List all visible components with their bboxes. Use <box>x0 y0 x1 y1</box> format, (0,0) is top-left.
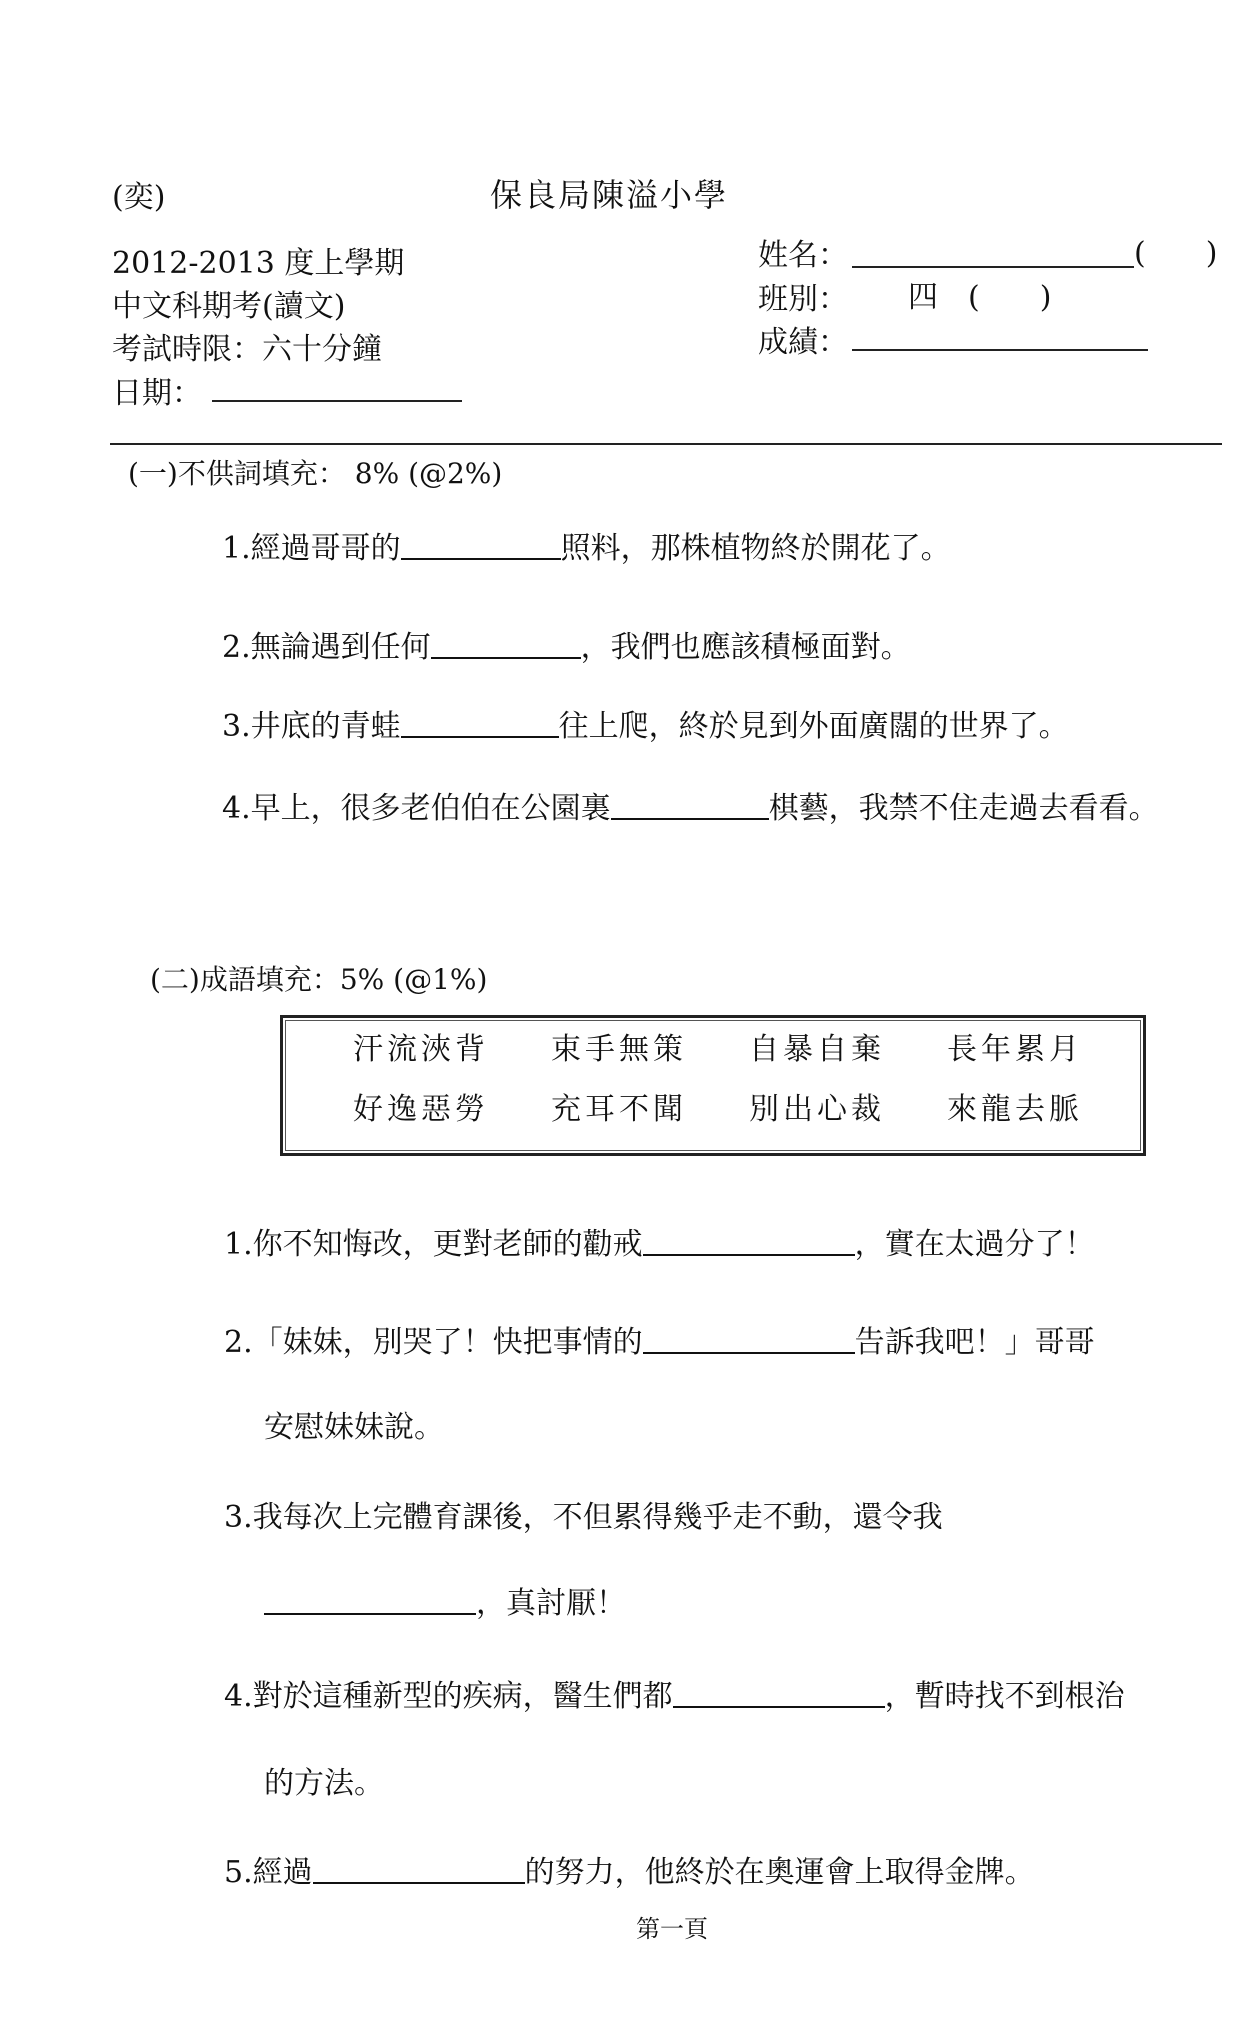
name-label: 姓名： <box>758 238 848 273</box>
s2-question-2-cont: 安慰妹妹說。 <box>264 1410 444 1445</box>
s1-question-1: 1.經過哥哥的 照料，那株植物終於開花了。 <box>222 528 951 569</box>
idiom-option: 汗流浹背 <box>353 1032 489 1067</box>
answer-blank[interactable] <box>313 1852 525 1884</box>
s2-question-1: 1.你不知悔改，更對老師的勸戒 ，實在太過分了！ <box>224 1224 1095 1265</box>
s2-question-4: 4.對於這種新型的疾病，醫生們都 ，暫時找不到根治 <box>224 1676 1125 1717</box>
answer-blank[interactable] <box>611 788 769 820</box>
s1-question-4: 4.早上，很多老伯伯在公園裏 棋藝，我禁不住走過去看看。 <box>222 788 1159 829</box>
class-value[interactable]: 四 ( ) <box>908 280 1052 315</box>
answer-blank[interactable] <box>643 1322 855 1354</box>
idiom-option: 束手無策 <box>551 1032 687 1067</box>
s2-question-3-cont: ，真討厭！ <box>264 1583 626 1624</box>
s2-question-3: 3.我每次上完體育課後，不但累得幾乎走不動，還令我 <box>224 1500 943 1535</box>
school-name: 保良局陳溢小學 <box>490 176 729 214</box>
answer-blank[interactable] <box>643 1224 855 1256</box>
score-label: 成績： <box>758 325 848 360</box>
s1-question-3: 3.井底的青蛙 往上爬，終於見到外面廣闊的世界了。 <box>222 706 1069 747</box>
s2-question-4-cont: 的方法。 <box>264 1766 384 1801</box>
exam-tag: (奕) <box>112 180 166 215</box>
answer-blank[interactable] <box>264 1583 476 1615</box>
answer-blank[interactable] <box>401 706 559 738</box>
idiom-option: 自暴自棄 <box>749 1032 885 1067</box>
idiom-option: 來龍去脈 <box>947 1092 1083 1127</box>
idiom-option: 好逸惡勞 <box>353 1092 489 1127</box>
time-limit-label: 考試時限：六十分鐘 <box>112 332 382 367</box>
idiom-option: 別出心裁 <box>749 1092 885 1127</box>
idiom-option: 長年累月 <box>947 1032 1083 1067</box>
class-number-field[interactable]: ( ) <box>1134 236 1218 271</box>
section2-title: (二)成語填充：5% (@1%) <box>150 963 488 996</box>
idiom-word-bank <box>280 1015 1146 1156</box>
score-blank[interactable] <box>852 349 1148 351</box>
answer-blank[interactable] <box>431 627 581 659</box>
class-label: 班別： <box>758 282 848 317</box>
s1-question-2: 2.無論遇到任何 ，我們也應該積極面對。 <box>222 627 911 668</box>
answer-blank[interactable] <box>401 528 561 560</box>
answer-blank[interactable] <box>673 1676 885 1708</box>
section1-title: (一)不供詞填充： 8% (@2%) <box>128 457 503 490</box>
page-number: 第一頁 <box>636 1915 708 1943</box>
idiom-option: 充耳不聞 <box>551 1092 687 1127</box>
header-divider <box>110 443 1222 445</box>
date-label: 日期： <box>112 376 202 411</box>
term-label: 2012-2013 度上學期 <box>112 246 405 281</box>
date-blank[interactable] <box>212 400 462 402</box>
subject-label: 中文科期考(讀文) <box>112 289 346 324</box>
s2-question-5: 5.經過 的努力，他終於在奧運會上取得金牌。 <box>224 1852 1035 1893</box>
name-blank[interactable] <box>852 266 1134 268</box>
s2-question-2: 2.「妹妹，別哭了！快把事情的 告訴我吧！」哥哥 <box>224 1322 1095 1363</box>
